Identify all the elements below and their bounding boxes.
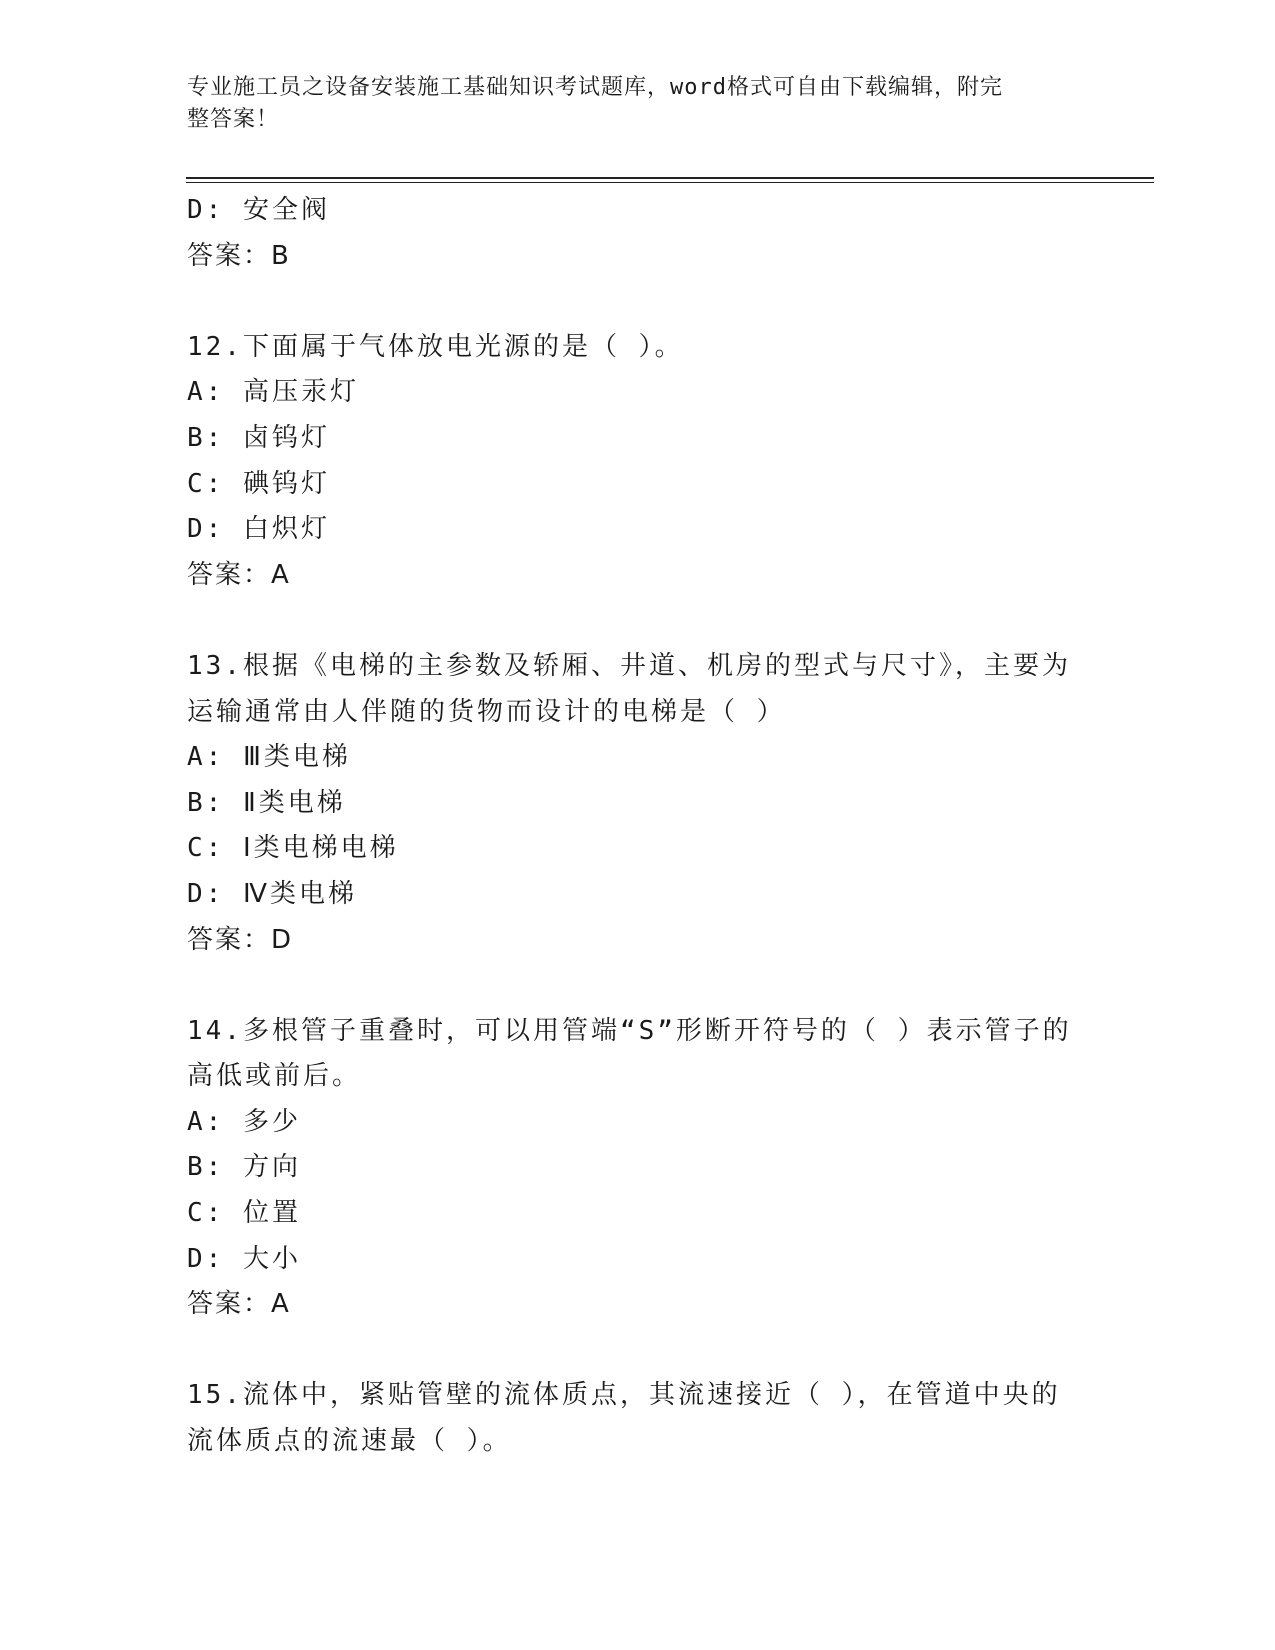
header-title-line-2: 整答案！ [187,107,280,132]
header-title-line-1: 专业施工员之设备安装施工基础知识考试题库，word格式可自由下载编辑，附完 [187,75,1003,100]
previous-option-d: D: 安全阀 [187,195,330,225]
answer: 答案：A [187,559,291,590]
answer: 答案：A [187,1289,291,1320]
question-list [187,188,1087,1465]
question-12 [187,325,1087,599]
header-divider-thick [186,177,1154,179]
spacer [187,1328,1087,1374]
spacer [187,598,1087,644]
option-d: D: 白炽灯 [187,514,330,545]
question-15 [187,1373,1087,1464]
option-a: A: Ⅲ类电梯 [187,742,351,773]
question-stem-line: 12.下面属于气体放电光源的是（ ）。 [187,331,684,362]
previous-answer: 答案：B [187,240,291,271]
option-d: D: Ⅳ类电梯 [187,878,357,909]
question-stem-line: 流体质点的流速最（ ）。 [187,1426,512,1457]
header-divider-thin [186,182,1154,183]
option-b: B: 方向 [187,1152,301,1183]
question-stem-line: 14.多根管子重叠时，可以用管端“S”形断开符号的（ ）表示管子的 [187,1015,1072,1046]
document-header [187,72,1067,136]
question-13 [187,644,1087,963]
option-d: D: 大小 [187,1243,301,1274]
spacer [187,279,1087,325]
option-c: C: 位置 [187,1198,301,1229]
question-14 [187,1009,1087,1328]
option-a: A: 高压汞灯 [187,377,359,408]
option-c: C: Ⅰ类电梯电梯 [187,833,399,864]
question-stem-line: 15.流体中，紧贴管壁的流体质点，其流速接近（ ），在管道中央的 [187,1380,1061,1411]
question-stem-line: 13.根据《电梯的主参数及轿厢、井道、机房的型式与尺寸》，主要为 [187,650,1071,681]
option-b: B: 卤钨灯 [187,422,330,453]
option-b: B: Ⅱ类电梯 [187,787,346,818]
option-a: A: 多少 [187,1106,301,1137]
question-stem-line: 运输通常由人伴随的货物而设计的电梯是（ ） [187,696,786,727]
question-stem-line: 高低或前后。 [187,1061,362,1092]
spacer [187,963,1087,1009]
option-c: C: 碘钨灯 [187,468,330,499]
answer: 答案：D [187,924,294,955]
